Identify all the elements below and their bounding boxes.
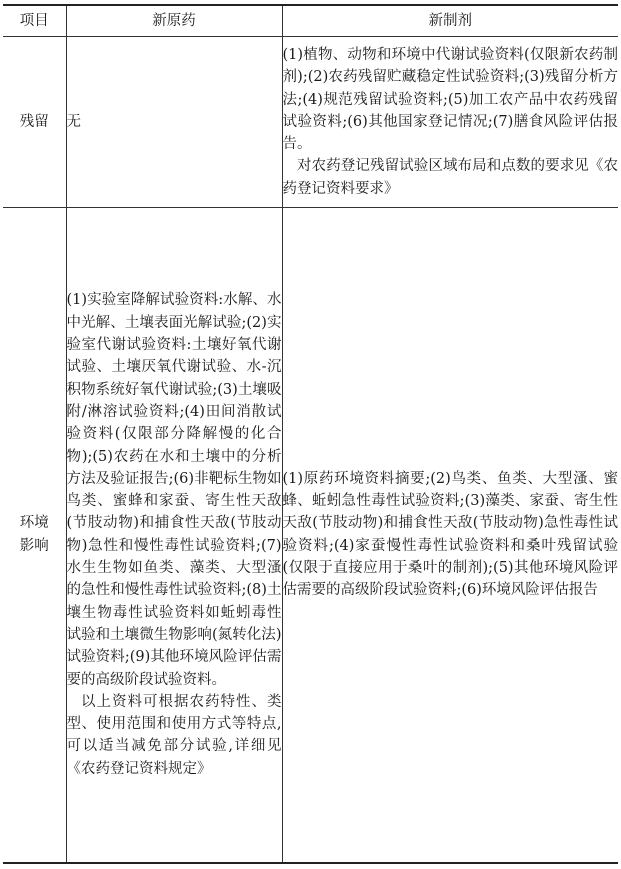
environment-technical-items: (1)实验室降解试验资料:水解、水中光解、土壤表面光解试验;(2)实验室代谢试验资料:土壤好氧代谢试验、土壤厌氧代谢试验、水-沉积物系统好氧代谢试验;(3)土壤吸附/淋溶试验资料;(4)田间消散试验资料(仅限部分降解慢的化合物);(5)农药在水和土壤中的分析方法及验证报告;(6)非靶标生物如鸟类、蜜蜂和家蚕、寄生性天敌(节肢动物)和捕食性天敌(节肢动物)急性和慢性毒性试验资料;(7)水生生物如鱼类、藻类、大型溞的急性和慢性毒性试验资料;(8)土壤生物毒性试验资料如蚯蚓毒性试验和土壤微生物影响(氮转化法)试验资料;(9)其他环境风险评估需要的高级阶段试验资料。	[66, 292, 282, 688]
environment-new-formulation: (1)原药环境资料摘要;(2)鸟类、鱼类、大型溞、蜜蜂、蚯蚓急性毒性试验资料;(3)藻类、家蚕、寄生性天敌(节肢动物)和捕食性天敌(节肢动物)急性毒性试验资料;(4)家蚕慢性毒性试验资料和桑叶残留试验(仅限于直接应用于桑叶的制剂);(5)其他环境风险评估需要的高级阶段试验资料;(6)环境风险评估报告	[282, 208, 618, 863]
row-item-residue: 残留	[3, 37, 66, 208]
table-row-residue	[3, 37, 618, 208]
header-new-formulation: 新制剂	[282, 5, 618, 37]
row-item-environment-label: 环境影响	[19, 515, 49, 554]
residue-formulation-note: 对农药登记残留试验区域布局和点数的要求见《农药登记资料要求》	[282, 158, 618, 197]
residue-formulation-items: (1)植物、动物和环境中代谢试验资料(仅限新农药制剂);(2)农药残留贮藏稳定性试验资料;(3)残留分析方法;(4)规范残留试验资料;(5)加工农产品中农药残留试验资料;(6)其他国家登记情况;(7)膳食风险评估报告。	[282, 46, 618, 153]
header-item: 项目	[3, 5, 66, 37]
row-item-environment	[3, 208, 66, 863]
residue-new-formulation	[282, 37, 618, 208]
header-new-technical: 新原药	[66, 5, 282, 37]
registration-requirements-table	[3, 4, 618, 864]
table-row-environment	[3, 208, 618, 863]
environment-new-technical	[66, 208, 282, 863]
residue-new-technical: 无	[66, 37, 282, 208]
environment-technical-note: 以上资料可根据农药特性、类型、使用范围和使用方式等特点,可以适当减免部分试验,详细见《农药登记资料规定》	[66, 693, 282, 777]
header-row	[3, 5, 618, 37]
